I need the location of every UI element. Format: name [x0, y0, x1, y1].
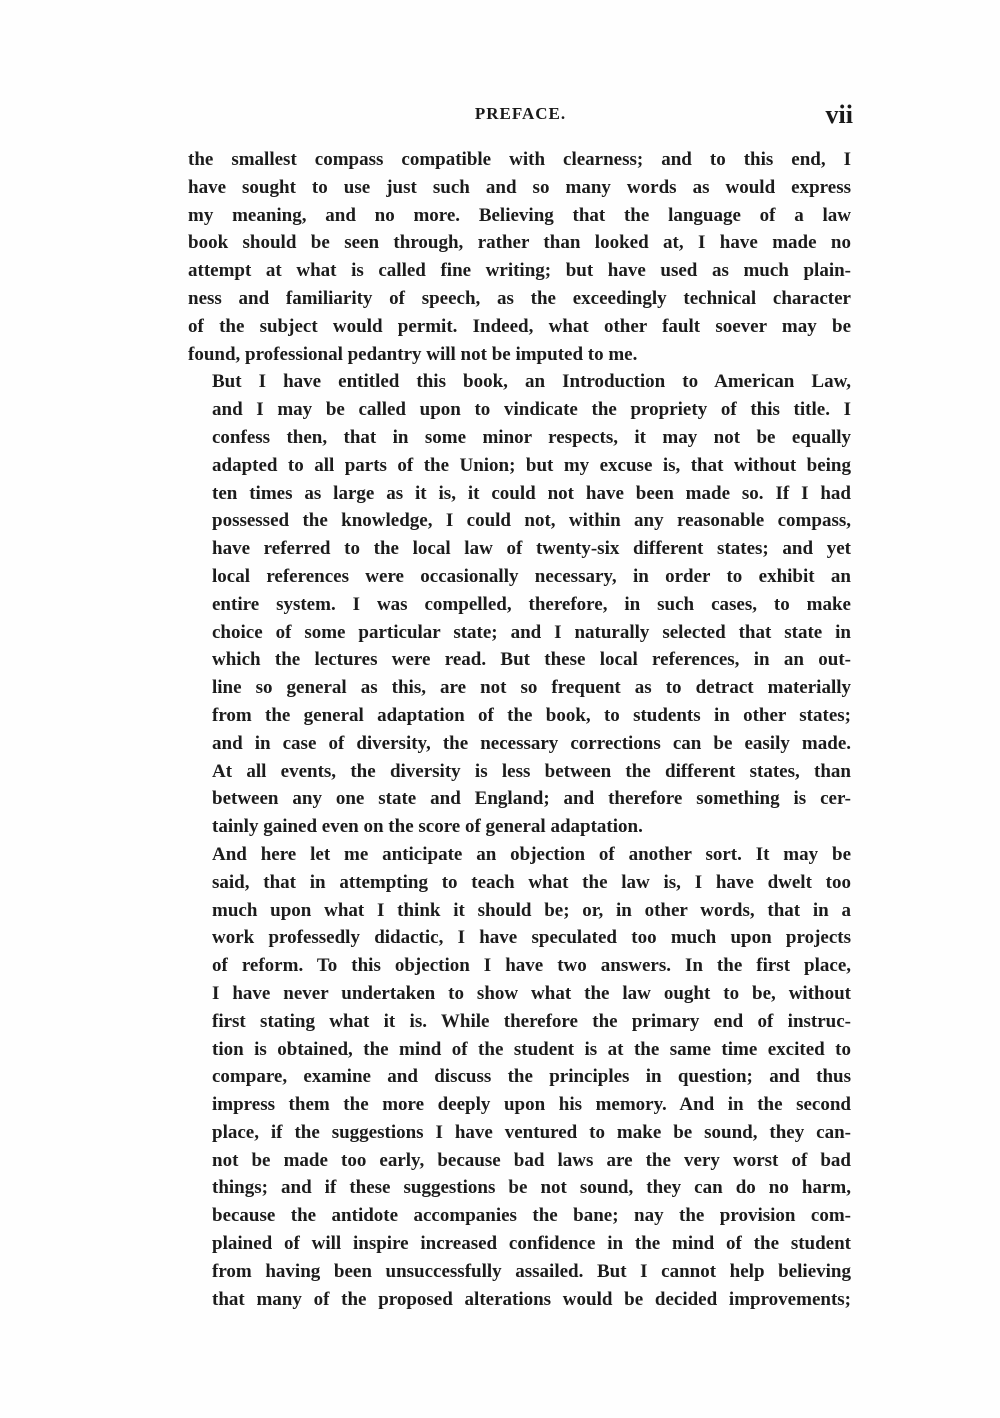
text-line: confess then, that in some minor respects, it may not be equally [212, 426, 851, 448]
text-line: much upon what I think it should be; or, in other words, that in a [212, 899, 851, 921]
text-line: and in case of diversity, the necessary corrections can be easily made. [212, 732, 851, 754]
text-line: from having been unsuccessfully assailed. But I cannot help believing [212, 1260, 851, 1282]
text-line: book should be seen through, rather than looked at, I have made no [188, 232, 851, 254]
text-line: I have never undertaken to show what the law ought to be, without [212, 982, 851, 1004]
text-line: entire system. I was compelled, therefore, in such cases, to make [212, 593, 851, 615]
text-line: ten times as large as it is, it could not have been made so. If I had [212, 482, 851, 504]
text-line: from the general adaptation of the book, to students in other states; [212, 704, 851, 726]
text-line: said, that in attempting to teach what the law is, I have dwelt too [212, 871, 851, 893]
text-line: plained of will inspire increased confidence in the mind of the student [212, 1233, 851, 1255]
text-line: because the antidote accompanies the bane; nay the provision com- [212, 1205, 851, 1227]
text-line: between any one state and England; and therefore something is cer- [212, 788, 851, 810]
text-line: adapted to all parts of the Union; but my excuse is, that without being [212, 454, 851, 476]
text-line: my meaning, and no more. Believing that the language of a law [188, 204, 851, 226]
text-line: line so general as this, are not so frequent as to detract materially [212, 677, 851, 699]
text-line: And here let me anticipate an objection of another sort. It may be [212, 843, 851, 865]
text-line: not be made too early, because bad laws are the very worst of bad [212, 1149, 851, 1171]
text-line: tion is obtained, the mind of the student is at the same time excited to [212, 1038, 851, 1060]
body-text [188, 146, 851, 1313]
text-line: things; and if these suggestions be not sound, they can do no harm, [212, 1177, 851, 1199]
text-line: At all events, the diversity is less between the different states, than [212, 760, 851, 782]
text-line: compare, examine and discuss the principles in question; and thus [212, 1066, 851, 1088]
text-line: ness and familiarity of speech, as the exceedingly technical character [188, 287, 851, 309]
page-header [188, 100, 853, 140]
paragraph-2 [188, 368, 851, 841]
running-head: PREFACE. [474, 104, 567, 123]
page-number: vii [825, 100, 853, 129]
paragraph-1 [188, 146, 851, 368]
text-line: the smallest compass compatible with clearness; and to this end, I [188, 149, 851, 170]
text-line: local references were occasionally necessary, in order to exhibit an [212, 565, 851, 587]
text-line: found, professional pedantry will not be imputed to me. [188, 343, 638, 365]
text-line: impress them the more deeply upon his memory. And in the second [212, 1094, 851, 1116]
text-line: and I may be called upon to vindicate the propriety of this title. I [212, 399, 851, 421]
text-line: of the subject would permit. Indeed, what other fault soever may be [188, 315, 851, 337]
text-line: possessed the knowledge, I could not, within any reasonable compass, [212, 510, 851, 532]
text-line: have sought to use just such and so many words as would express [188, 176, 851, 198]
text-line: first stating what it is. While therefore the primary end of instruc- [212, 1010, 851, 1032]
text-line: choice of some particular state; and I naturally selected that state in [212, 621, 851, 643]
text-line: of reform. To this objection I have two answers. In the first place, [212, 955, 851, 977]
text-line: attempt at what is called fine writing; but have used as much plain- [188, 260, 851, 282]
text-line: work professedly didactic, I have speculated too much upon projects [212, 927, 851, 949]
text-line: place, if the suggestions I have ventured to make be sound, they can- [212, 1121, 851, 1143]
text-line: that many of the proposed alterations would be decided improvements; [212, 1288, 851, 1310]
text-line: But I have entitled this book, an Introduction to American Law, [212, 371, 851, 393]
text-line: have referred to the local law of twenty-six different states; and yet [212, 538, 851, 560]
text-line: tainly gained even on the score of general adaptation. [212, 816, 643, 838]
paragraph-3 [188, 841, 851, 1314]
text-line: which the lectures were read. But these local references, in an out- [212, 649, 851, 671]
